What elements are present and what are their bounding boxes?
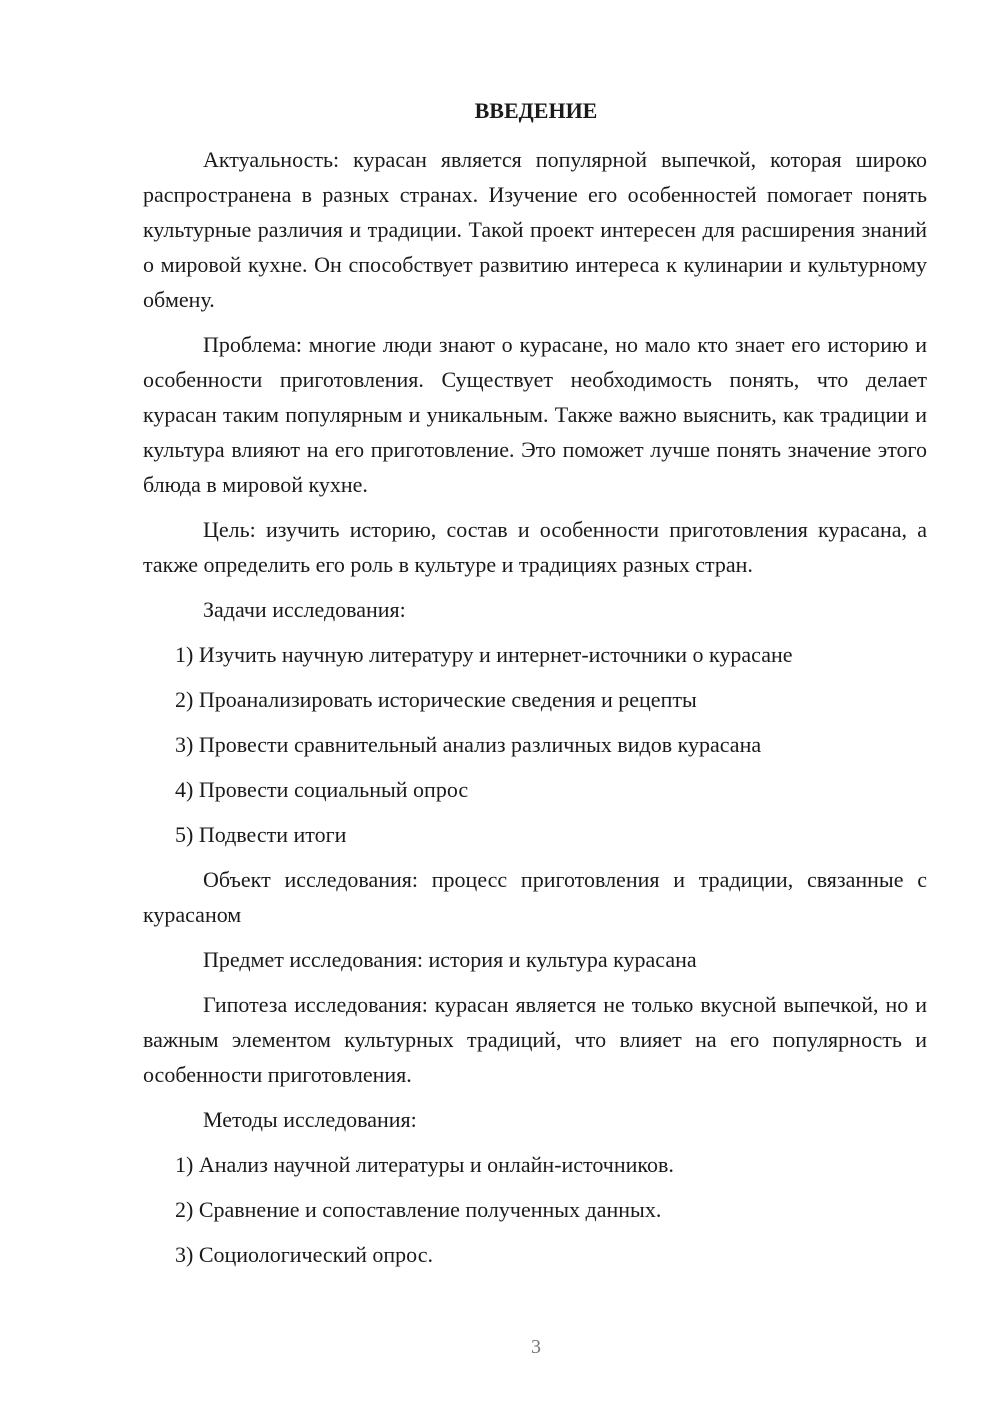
list-item: 2) Сравнение и сопоставление полученных данных.	[175, 1197, 662, 1222]
list-item: 5) Подвести итоги	[175, 822, 347, 847]
tasks-heading: Задачи исследования:	[203, 597, 406, 622]
list-item: 1) Изучить научную литературу и интернет-источники о курасане	[175, 642, 793, 667]
object-paragraph: Объект исследования: процесс приготовления и традиции, связанные с курасаном	[143, 867, 927, 927]
list-item: 1) Анализ научной литературы и онлайн-источников.	[175, 1152, 674, 1177]
list-item: 3) Провести сравнительный анализ различных видов курасана	[175, 732, 762, 757]
document-body	[143, 142, 927, 1282]
goal-paragraph: Цель: изучить историю, состав и особенности приготовления курасана, а также определить его роль в культуре и традициях разных стран.	[143, 517, 927, 577]
relevance-paragraph: Актуальность: курасан является популярной выпечкой, которая широко распространена в разных странах. Изучение его особенностей помогает понять культурные различия и традиции. Такой проект интересен для расширения знаний о мировой кухне. Он способствует развитию интереса к кулинарии и культурному обмену.	[143, 147, 927, 312]
methods-heading: Методы исследования:	[203, 1107, 417, 1132]
page-number: 3	[531, 1336, 541, 1358]
tasks-list	[143, 637, 927, 852]
section-title: ВВЕДЕНИЕ	[474, 98, 598, 123]
hypothesis-paragraph: Гипотеза исследования: курасан является не только вкусной выпечкой, но и важным элементом культурных традиций, что влияет на его популярность и особенности приготовления.	[143, 992, 927, 1087]
list-item: 3) Социологический опрос.	[175, 1242, 433, 1267]
list-item: 2) Проанализировать исторические сведения и рецепты	[175, 687, 697, 712]
methods-list	[143, 1147, 927, 1272]
list-item: 4) Провести социальный опрос	[175, 777, 469, 802]
problem-paragraph: Проблема: многие люди знают о курасане, но мало кто знает его историю и особенности приготовления. Существует необходимость понять, что делает курасан таким популярным и уникальным. Также важно выяснить, как традиции и культура влияют на его приготовление. Это поможет лучше понять значение этого блюда в мировой кухне.	[143, 332, 927, 497]
subject-paragraph: Предмет исследования: история и культура курасана	[203, 947, 697, 972]
